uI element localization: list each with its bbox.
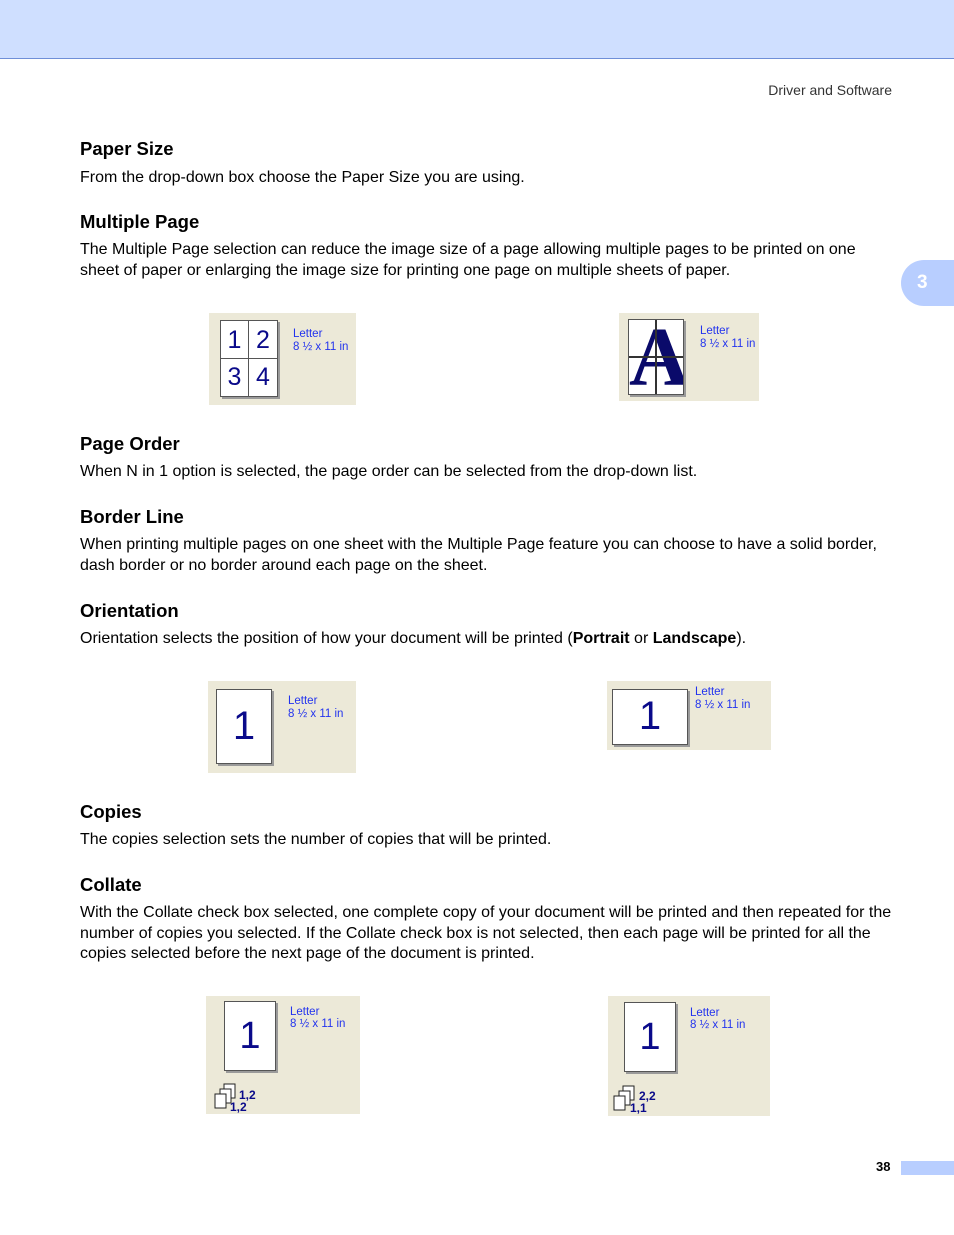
orientation-text-start: Orientation selects the position of how your document will be printed ( bbox=[80, 630, 573, 647]
preview-1-in-4 bbox=[619, 313, 759, 401]
footer-accent-bar bbox=[901, 1161, 954, 1175]
page-number-portrait: 1 bbox=[232, 704, 256, 748]
heading-collate: Collate bbox=[80, 874, 142, 895]
page-number-landscape: 1 bbox=[638, 694, 662, 738]
paper-size-label: 8 ½ x 11 in bbox=[288, 708, 344, 720]
text-paper-size: From the drop-down box choose the Paper Size you are using. bbox=[80, 169, 525, 186]
paper-name-label: Letter bbox=[293, 328, 323, 340]
orientation-text-end: ). bbox=[736, 630, 747, 647]
sheet-collate-off bbox=[624, 1002, 676, 1072]
paper-size-label: 8 ½ x 11 in bbox=[293, 341, 349, 353]
paper-name-label: Letter bbox=[290, 1006, 320, 1018]
term-portrait: Portrait bbox=[572, 630, 630, 647]
preview-4-in-1 bbox=[209, 313, 356, 405]
sheet-poster bbox=[628, 319, 684, 395]
heading-orientation: Orientation bbox=[80, 600, 179, 621]
page-cell-4: 4 bbox=[256, 363, 270, 391]
preview-collate-on bbox=[206, 996, 360, 1114]
paper-size-label: 8 ½ x 11 in bbox=[695, 699, 751, 711]
paper-name-label: Letter bbox=[288, 695, 318, 707]
running-header: Driver and Software bbox=[768, 82, 892, 98]
collate-off-top-label: 2,2 bbox=[639, 1089, 656, 1103]
text-page-order: When N in 1 option is selected, the page order can be selected from the drop-down list. bbox=[80, 463, 698, 480]
paper-name-label: Letter bbox=[700, 325, 730, 337]
heading-copies: Copies bbox=[80, 801, 142, 822]
preview-landscape bbox=[607, 681, 771, 750]
collate-on-top-label: 1,2 bbox=[239, 1088, 256, 1102]
text-multiple-page: The Multiple Page selection can reduce the image size of a page allowing multiple pages to be printed on one sheet of paper or enlarging the image size for printing one page on multiple sheets of paper. bbox=[80, 241, 856, 279]
orientation-text-or: or bbox=[629, 630, 653, 647]
collate-off-bottom-label: 1,1 bbox=[630, 1101, 647, 1115]
paper-name-label: Letter bbox=[695, 686, 725, 698]
page-cell-2: 2 bbox=[256, 326, 270, 354]
page-number-collate-off: 1 bbox=[639, 1016, 661, 1058]
heading-paper-size: Paper Size bbox=[80, 138, 174, 159]
term-landscape: Landscape bbox=[652, 630, 737, 647]
sheet-portrait bbox=[216, 689, 272, 764]
text-border-line: When printing multiple pages on one sheet with the Multiple Page feature you can choose to have a solid border, dash border or no border around each page on the sheet. bbox=[80, 536, 877, 574]
page-number: 38 bbox=[876, 1159, 891, 1174]
top-header-band bbox=[0, 0, 954, 59]
collate-on-bottom-label: 1,2 bbox=[230, 1100, 247, 1114]
paper-name-label: Letter bbox=[690, 1007, 720, 1019]
page-cell-3: 3 bbox=[227, 363, 242, 391]
heading-page-order: Page Order bbox=[80, 433, 180, 454]
page-cell-1: 1 bbox=[227, 326, 242, 354]
poster-divider-horizontal bbox=[629, 356, 683, 358]
paper-size-label: 8 ½ x 11 in bbox=[700, 338, 756, 350]
sheet-landscape bbox=[612, 689, 688, 745]
sheet-4-in-1 bbox=[220, 320, 278, 397]
paper-size-label: 8 ½ x 11 in bbox=[290, 1018, 346, 1030]
grid-divider-horizontal bbox=[221, 358, 277, 359]
chapter-tab: 3 bbox=[901, 260, 954, 306]
sheet-collate-on bbox=[224, 1001, 276, 1071]
paper-size-label: 8 ½ x 11 in bbox=[690, 1019, 746, 1031]
heading-border-line: Border Line bbox=[80, 506, 184, 527]
preview-portrait bbox=[208, 681, 356, 773]
text-copies: The copies selection sets the number of copies that will be printed. bbox=[80, 831, 552, 848]
text-orientation bbox=[80, 629, 892, 650]
page-number-collate-on: 1 bbox=[239, 1015, 261, 1057]
heading-multiple-page: Multiple Page bbox=[80, 211, 200, 232]
preview-collate-off bbox=[608, 996, 770, 1116]
text-collate: With the Collate check box selected, one complete copy of your document will be printed and then repeated for the number of copies you selected. If the Collate check box is not selected, then each page will be printed for all the copies selected before the next page of the document is printed. bbox=[80, 904, 892, 962]
